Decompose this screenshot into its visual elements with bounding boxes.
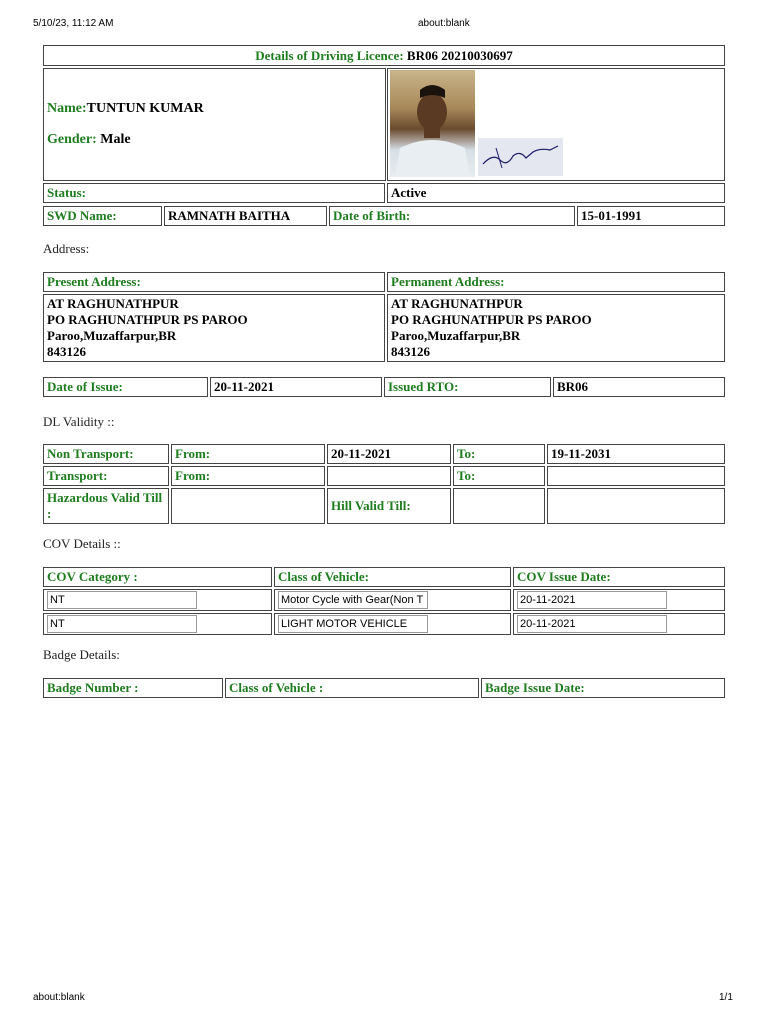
t-from (327, 466, 451, 486)
gender-row (47, 132, 131, 148)
validity-section-title: DL Validity :: (43, 414, 115, 429)
t-from-label: From: (171, 466, 325, 486)
nt-from: 20-11-2021 (327, 444, 451, 464)
address-section-title: Address: (43, 241, 90, 256)
hazardous-label: Hazardous Valid Till : (43, 488, 169, 524)
badge-class-label: Class of Vehicle : (225, 678, 479, 698)
cov-date-field[interactable]: 20-11-2021 (517, 615, 667, 633)
holder-photo (390, 70, 475, 177)
hill-value (453, 488, 545, 524)
nt-to: 19-11-2031 (547, 444, 725, 464)
holder-name: TUNTUN KUMAR (86, 101, 204, 116)
swd-label: SWD Name: (43, 206, 162, 226)
issue-date: 20-11-2021 (210, 377, 382, 397)
holder-signature (478, 138, 563, 176)
cov-row (43, 589, 272, 611)
hill-label: Hill Valid Till: (327, 488, 451, 524)
print-page-number: 1/1 (719, 992, 733, 1003)
print-footer-url: about:blank (33, 992, 85, 1003)
empty-cell (547, 488, 725, 524)
cov-row (43, 613, 272, 635)
print-page-title: about:blank (418, 18, 470, 29)
dob-label: Date of Birth: (329, 206, 575, 226)
badge-number-label: Badge Number : (43, 678, 223, 698)
hazardous-value (171, 488, 325, 524)
cov-row (513, 613, 725, 635)
permanent-address (387, 294, 725, 362)
present-address-line: Paroo,Muzaffarpur,BR (47, 328, 177, 343)
address-table (41, 270, 727, 364)
cov-category-field[interactable]: NT (47, 615, 197, 633)
cov-date-field[interactable]: 20-11-2021 (517, 591, 667, 609)
status-table (41, 181, 727, 205)
identity-box (43, 68, 386, 181)
issue-table (41, 375, 727, 399)
permanent-address-line: 843126 (391, 344, 430, 359)
licence-number: BR06 20210030697 (406, 48, 513, 63)
issued-rto: BR06 (553, 377, 725, 397)
cov-class-label: Class of Vehicle: (274, 567, 511, 587)
permanent-address-line: PO RAGHUNATHPUR PS PAROO (391, 312, 592, 327)
badge-section-title: Badge Details: (43, 647, 120, 662)
gender-value: Male (100, 132, 131, 147)
licence-title-label: Details of Driving Licence: (255, 48, 404, 63)
cov-row (274, 589, 511, 611)
present-address-line: AT RAGHUNATHPUR (47, 296, 179, 311)
present-address-line: 843126 (47, 344, 86, 359)
status-label: Status: (43, 183, 385, 203)
swd-value: RAMNATH BAITHA (164, 206, 327, 226)
dob-value: 15-01-1991 (577, 206, 725, 226)
permanent-address-line: AT RAGHUNATHPUR (391, 296, 523, 311)
cov-category-field[interactable]: NT (47, 591, 197, 609)
nt-to-label: To: (453, 444, 545, 464)
cov-row (274, 613, 511, 635)
t-to-label: To: (453, 466, 545, 486)
cov-class-field[interactable]: Motor Cycle with Gear(Non T (278, 591, 428, 609)
permanent-address-label: Permanent Address: (387, 272, 725, 292)
present-address-line: PO RAGHUNATHPUR PS PAROO (47, 312, 248, 327)
gender-label: Gender: (47, 132, 97, 147)
cov-table (41, 565, 727, 637)
cov-class-field[interactable]: LIGHT MOTOR VEHICLE (278, 615, 428, 633)
badge-date-label: Badge Issue Date: (481, 678, 725, 698)
status-value: Active (387, 183, 725, 203)
name-label: Name: (47, 101, 87, 116)
cov-row (513, 589, 725, 611)
permanent-address-line: Paroo,Muzaffarpur,BR (391, 328, 521, 343)
non-transport-label: Non Transport: (43, 444, 169, 464)
present-address-label: Present Address: (43, 272, 385, 292)
issue-date-label: Date of Issue: (43, 377, 208, 397)
issued-rto-label: Issued RTO: (384, 377, 551, 397)
print-datetime: 5/10/23, 11:12 AM (33, 18, 114, 29)
cov-section-title: COV Details :: (43, 536, 121, 551)
licence-title (43, 45, 725, 66)
present-address (43, 294, 385, 362)
t-to (547, 466, 725, 486)
nt-from-label: From: (171, 444, 325, 464)
name-row (47, 101, 204, 117)
validity-table (41, 442, 727, 526)
cov-category-label: COV Category : (43, 567, 272, 587)
badge-table (41, 676, 727, 700)
swd-table (41, 204, 727, 228)
transport-label: Transport: (43, 466, 169, 486)
cov-date-label: COV Issue Date: (513, 567, 725, 587)
